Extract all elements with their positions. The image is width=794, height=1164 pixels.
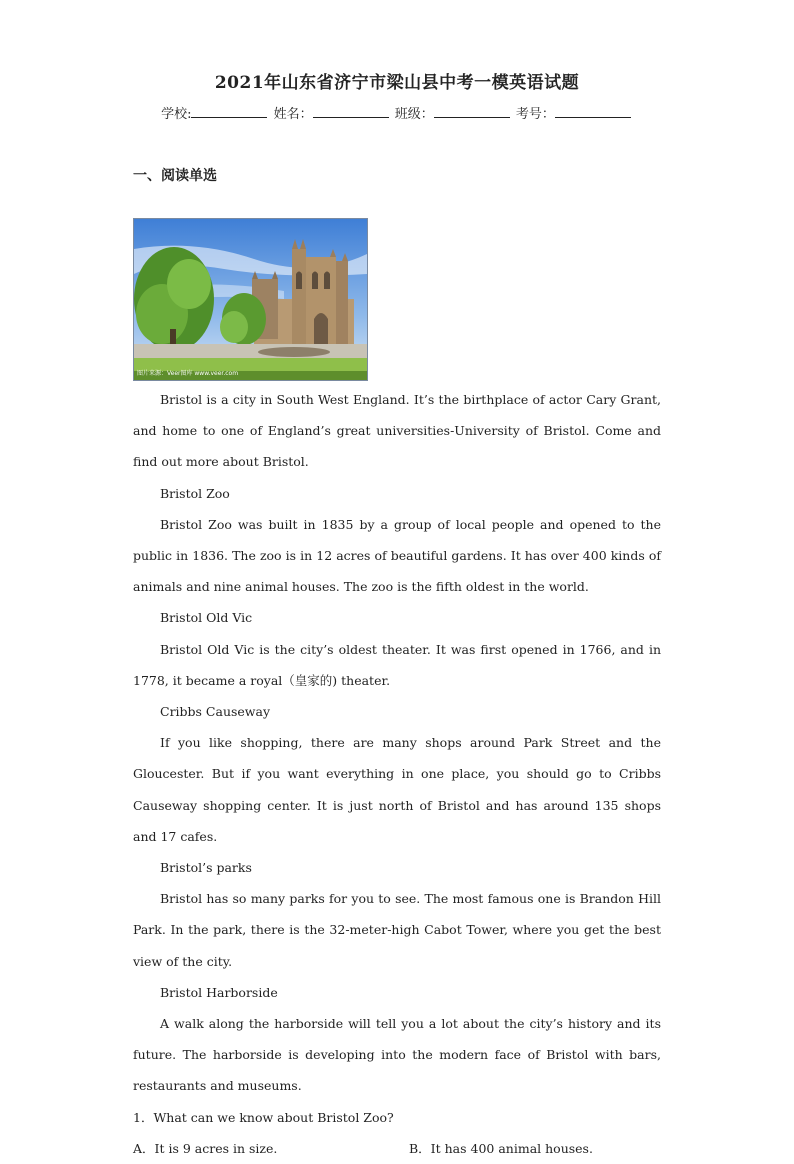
exam-number-blank [555, 105, 631, 118]
option-b: B．It has 400 animal houses. [409, 1140, 593, 1156]
subheading-zoo: Bristol Zoo [160, 485, 230, 501]
subheading-harborside: Bristol Harborside [160, 984, 278, 1000]
class-blank [434, 105, 510, 118]
zoo-paragraph: Bristol Zoo was built in 1835 by a group of local people and opened to the public in 1836. The zoo is in 12 acres of beautiful gardens. It has over 400 kinds of animals and nine animal houses. The zoo is the fifth oldest in the world. [133, 516, 661, 595]
document-title: 2021年山东省济宁市梁山县中考一模英语试题 [214, 73, 580, 93]
name-label: 姓名： [273, 107, 313, 122]
option-a: A．It is 9 acres in size. [133, 1140, 278, 1156]
section-heading: 一、阅读单选 [133, 168, 217, 184]
class-label: 班级： [394, 107, 434, 122]
student-info-line [0, 103, 794, 122]
intro-paragraph: Bristol is a city in South West England. It’s the birthplace of actor Cary Grant, and home to one of England’s great universities-University of Bristol. Come and find out more about Bristol. [133, 392, 661, 470]
exam-number-label: 考号： [515, 107, 555, 122]
cribbs-paragraph: If you like shopping, there are many shops around Park Street and the Gloucester. But if you want everything in one place, you should go to Cribbs Causeway shopping center. It is just north of Bristol and has around 135 shops and 17 cafes. [133, 735, 661, 844]
options-row [133, 1133, 661, 1164]
question-stem: 1．What can we know about Bristol Zoo? [133, 1109, 394, 1125]
subheading-cribbs: Cribbs Causeway [160, 704, 271, 720]
name-blank [313, 105, 389, 118]
cathedral-illustration [134, 219, 367, 380]
old-vic-paragraph: Bristol Old Vic is the city’s oldest theater. It was first opened in 1766, and in 1778, it became a royal（皇家的) theater. [133, 641, 661, 688]
school-label: 学校: [161, 107, 192, 122]
subheading-old-vic: Bristol Old Vic [160, 610, 253, 626]
reading-passage [133, 384, 661, 1164]
school-blank [191, 105, 267, 118]
bristol-cathedral-photo [133, 218, 368, 381]
subheading-parks: Bristol’s parks [160, 860, 252, 876]
parks-paragraph: Bristol has so many parks for you to see. The most famous one is Brandon Hill Park. In the park, there is the 32-meter-high Cabot Tower, where you get the best view of the city. [133, 891, 661, 969]
harborside-paragraph: A walk along the harborside will tell you a lot about the city’s history and its future. The harborside is developing into the modern face of Bristol with bars, restaurants and museums. [133, 1016, 661, 1094]
photo-watermark: 图片来源：Veer图库 www.veer.com [137, 370, 239, 377]
